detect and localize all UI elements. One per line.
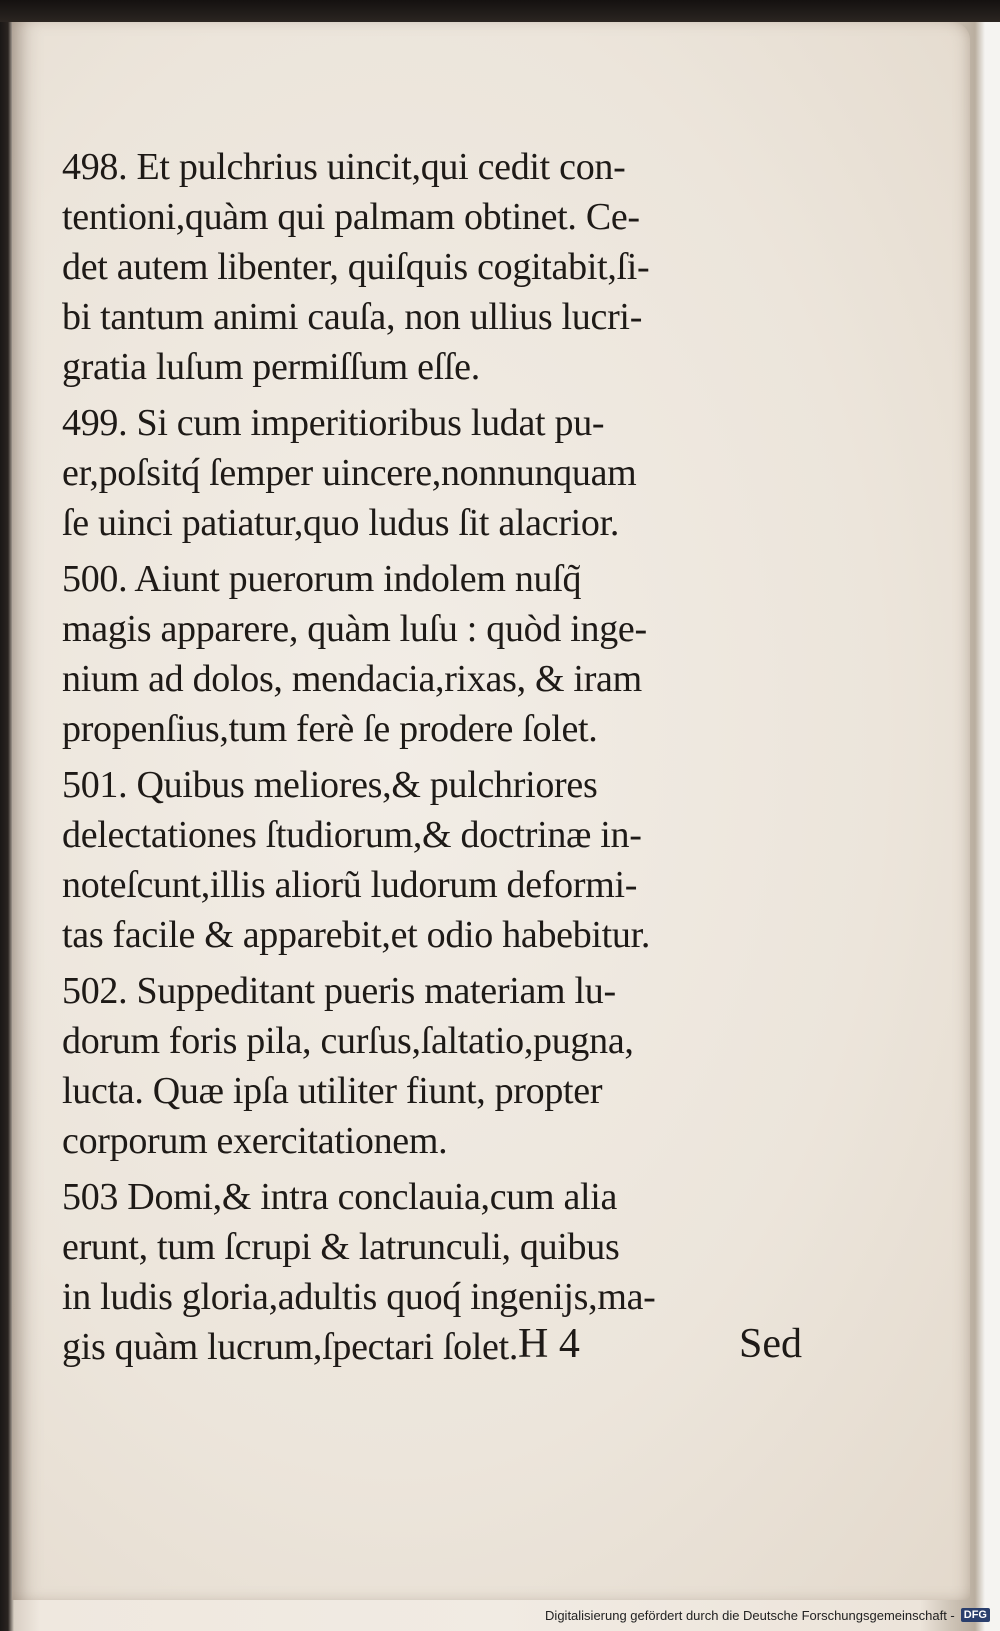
- text-line: gratia luſum permiſſum eſſe.: [62, 346, 480, 388]
- text-line: ſe uinci patiatur,quo ludus ſit alacrior.: [62, 502, 620, 544]
- book-page: [12, 22, 970, 1600]
- signature-mark: H 4: [518, 1321, 580, 1367]
- text-line: lucta. Quæ ipſa utiliter fiunt, propter: [62, 1070, 603, 1112]
- text-line: 500. Aiunt puerorum indolem nuſq̃: [62, 558, 582, 600]
- text-line: magis apparere, quàm luſu : quòd inge-: [62, 608, 647, 650]
- dfg-logo: DFG: [961, 1608, 990, 1622]
- page-footer: [512, 1320, 802, 1370]
- scan-top-edge: [0, 0, 1000, 22]
- text-line: 499. Si cum imperitioribus ludat pu-: [62, 402, 605, 444]
- text-line: er,poſsitq́ ſemper uincere,nonnunquam: [62, 452, 637, 494]
- text-line: tas facile & apparebit,et odio habebitur.: [62, 914, 651, 956]
- text-line: det autem libenter, quiſquis cogitabit,ſi-: [62, 246, 650, 288]
- page-text: [62, 142, 802, 1378]
- text-line: 502. Suppeditant pueris materiam lu-: [62, 970, 616, 1012]
- entry-500: [62, 554, 802, 754]
- entry-501: [62, 760, 802, 960]
- text-line: corporum exercitationem.: [62, 1120, 448, 1162]
- entry-499: [62, 398, 802, 548]
- entry-498: [62, 142, 802, 392]
- text-line: 498. Et pulchrius uincit,qui cedit con-: [62, 146, 626, 188]
- text-line: in ludis gloria,adultis quoq́ ingenijs,ma-: [62, 1276, 656, 1318]
- text-line: gis quàm lucrum,ſpectari ſolet.: [62, 1326, 519, 1368]
- text-line: erunt, tum ſcrupi & latrunculi, quibus: [62, 1226, 620, 1268]
- text-line: 503 Domi,& intra conclauia,cum alia: [62, 1176, 618, 1218]
- text-line: 501. Quibus meliores,& pulchriores: [62, 764, 598, 806]
- catchword: Sed: [739, 1321, 802, 1367]
- entry-502: [62, 966, 802, 1166]
- text-line: nium ad dolos, mendacia,rixas, & iram: [62, 658, 642, 700]
- text-line: noteſcunt,illis aliorũ ludorum deformi-: [62, 864, 638, 906]
- text-line: propenſius,tum ferè ſe prodere ſolet.: [62, 708, 598, 750]
- digitization-credit: [545, 1603, 990, 1627]
- credit-text: Digitalisierung gefördert durch die Deutsche Forschungsgemeinschaft -: [545, 1607, 955, 1623]
- text-line: delectationes ſtudiorum,& doctrinæ in-: [62, 814, 642, 856]
- text-line: tentioni,quàm qui palmam obtinet. Ce-: [62, 196, 640, 238]
- text-line: bi tantum animi cauſa, non ullius lucri-: [62, 296, 643, 338]
- text-line: dorum foris pila, curſus,ſaltatio,pugna,: [62, 1020, 634, 1062]
